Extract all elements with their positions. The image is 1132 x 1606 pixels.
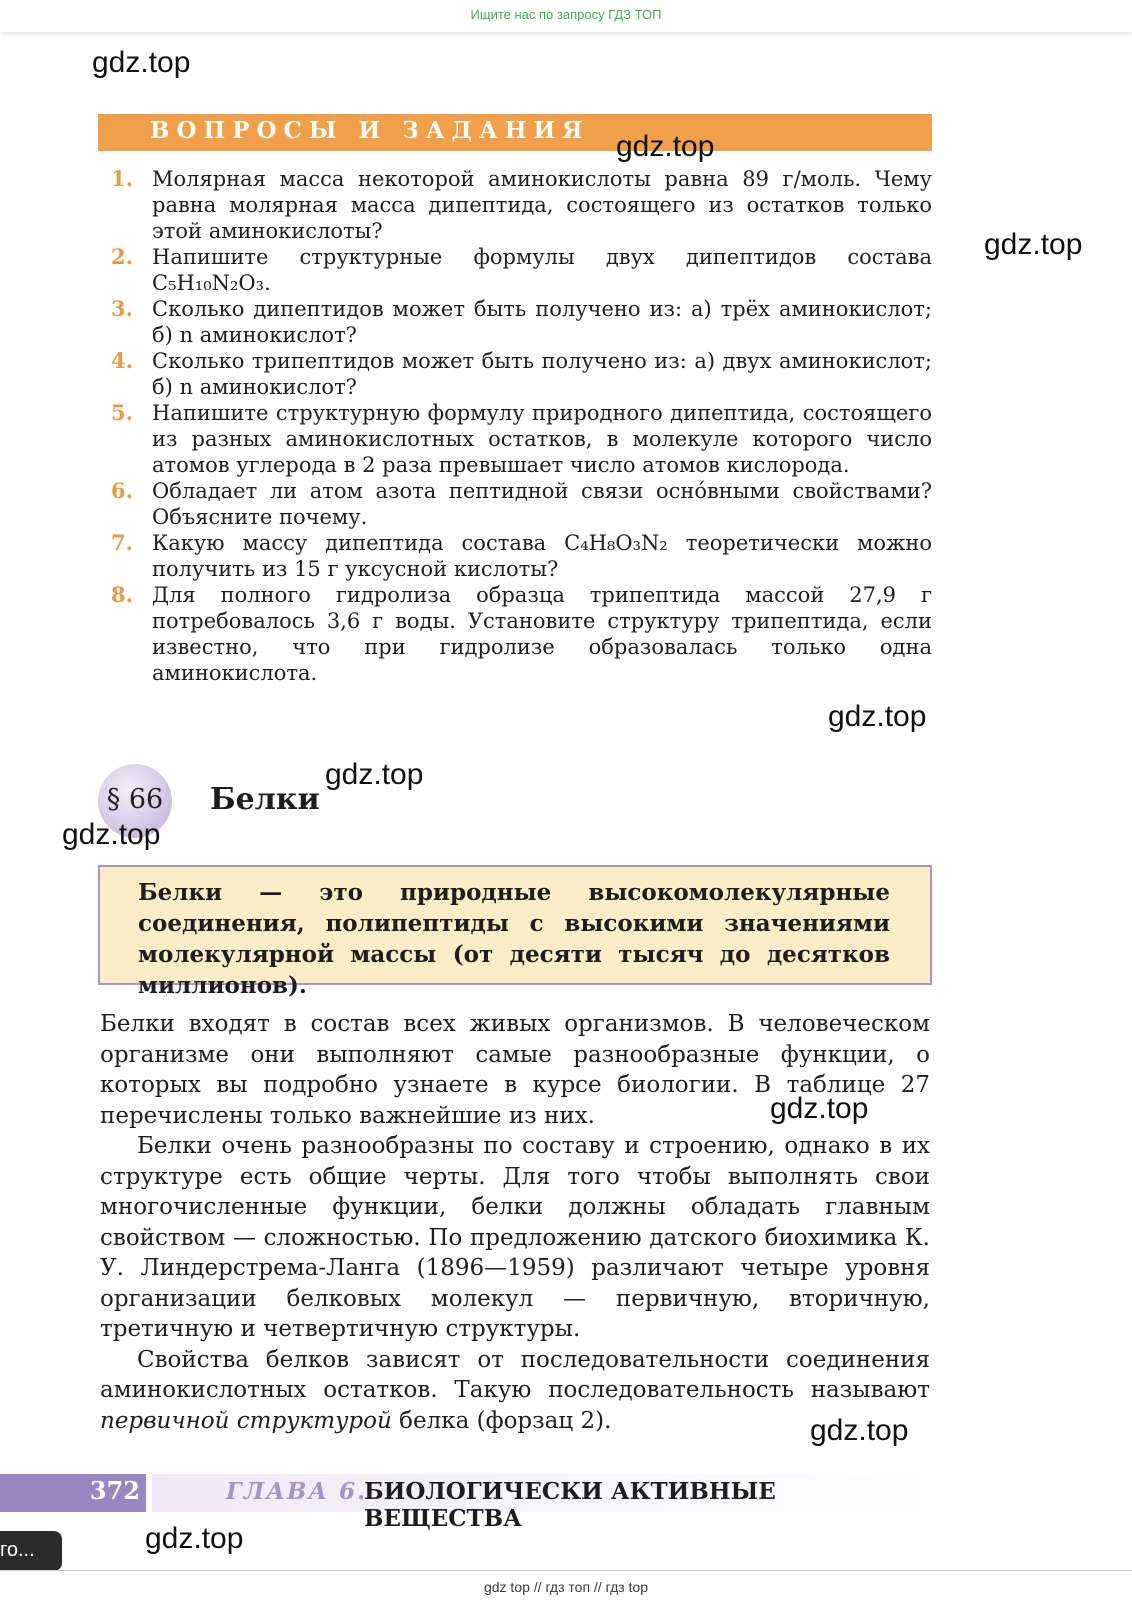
watermark: gdz.top <box>325 758 424 791</box>
watermark: gdz.top <box>828 700 927 733</box>
question-item <box>108 348 932 400</box>
page-number-block <box>0 1474 146 1512</box>
question-item <box>108 582 932 686</box>
question-text: Для полного гидролиза образца трипептида массой 27,9 г потребовалось 3,6 г воды. Установите структуру трипептида, если известно, что при гидролизе образовалась только одна аминокислота. <box>152 583 932 685</box>
question-item <box>108 244 932 296</box>
chapter-label: ГЛАВА 6. <box>226 1478 368 1505</box>
questions-header <box>98 114 932 151</box>
question-text: Напишите структурную формулу природного дипептида, состоящего из разных аминокислотных остатков, в молекуле которого число атомов углерода в 2 раза превышает число атомов кислорода. <box>152 401 932 477</box>
definition-box <box>98 865 932 999</box>
page-footer <box>0 1474 932 1532</box>
question-number: 5. <box>111 400 133 425</box>
watermark: gdz.top <box>145 1522 244 1555</box>
watermark: gdz.top <box>62 818 161 851</box>
body-paragraph: Белки очень разнообразны по составу и строению, однако в их структуре есть общие черты. Для того чтобы выполнять свои многочисленные функции, белки должны обладать главным свойством — сложностью. По предложению датского биохимика К. У. Линдерстрема-Ланга (1896—1959) различают четыре уровня организации белковых молекул — первичную, вторичную, третичную и четвертичную структуры. <box>100 1133 930 1342</box>
question-number: 4. <box>111 348 133 373</box>
overlay-pill-button[interactable] <box>0 1531 62 1571</box>
question-number: 8. <box>111 582 133 607</box>
page-number: 372 <box>89 1476 140 1505</box>
question-number: 3. <box>111 296 133 321</box>
watermark: gdz.top <box>770 1092 869 1125</box>
question-item <box>108 166 932 244</box>
top-banner[interactable] <box>0 0 1132 32</box>
questions-list <box>108 166 932 686</box>
watermark: gdz.top <box>616 130 715 163</box>
body-text <box>100 1009 930 1436</box>
questions-header-title: ВОПРОСЫ И ЗАДАНИЯ <box>150 117 590 144</box>
bottom-bar <box>0 1570 1132 1606</box>
question-text: Сколько дипептидов может быть получено из: а) трёх аминокислот; б) n аминокислот? <box>152 297 932 347</box>
question-item <box>108 478 932 530</box>
watermark: gdz.top <box>984 228 1083 261</box>
body-paragraph-end: белка (форзац 2). <box>391 1407 612 1434</box>
question-number: 2. <box>111 244 133 269</box>
overlay-pill-text: го... <box>0 1539 35 1561</box>
chapter-block <box>152 1474 932 1532</box>
question-item <box>108 400 932 478</box>
definition-text: Белки — это природные высокомолекулярные соединения, полипептиды с высокими значениями молекулярной массы (от десяти тысяч до десятков миллионов). <box>138 879 890 999</box>
question-item <box>108 530 932 582</box>
top-banner-text: Ищите нас по запросу ГДЗ ТОП <box>470 7 662 22</box>
watermark: gdz.top <box>92 46 191 79</box>
section-title: Белки <box>210 782 320 817</box>
question-text: Сколько трипептидов может быть получено из: а) двух аминокислот; б) n аминокислот? <box>152 349 932 399</box>
question-number: 7. <box>111 530 133 555</box>
body-paragraph: Белки входят в состав всех живых организмов. В человеческом организме они выполняют самые разнообразные функции, о которых вы подробно узнаете в курсе биологии. В таблице 27 перечислены только важнейшие из них. <box>100 1011 930 1129</box>
bottom-bar-links[interactable]: gdz top // гдз топ // гдз top <box>483 1579 649 1595</box>
term-emphasis: первичной структурой <box>100 1407 392 1434</box>
chapter-title: БИОЛОГИЧЕСКИ АКТИВНЫЕ ВЕЩЕСТВА <box>364 1478 776 1532</box>
question-item <box>108 296 932 348</box>
question-text: Обладает ли атом азота пептидной связи оснóвными свойствами? Объясните почему. <box>152 479 932 529</box>
question-text: Какую массу дипептида состава C₄H₈O₃N₂ теоретически можно получить из 15 г уксусной кислоты? <box>152 531 932 581</box>
watermark: gdz.top <box>810 1414 909 1447</box>
question-number: 6. <box>111 478 133 503</box>
body-paragraph-start: Свойства белков зависят от последовательности соединения аминокислотных остатков. Такую последовательность называют <box>100 1346 930 1403</box>
section-number: § 66 <box>106 784 164 815</box>
body-paragraph <box>100 1345 930 1437</box>
question-number: 1. <box>111 166 133 191</box>
question-text: Напишите структурные формулы двух дипептидов состава C₅H₁₀N₂O₃. <box>152 245 932 295</box>
question-text: Молярная масса некоторой аминокислоты равна 89 г/моль. Чему равна молярная масса дипептида, состоящего из остатков только этой аминокислоты? <box>152 167 932 243</box>
